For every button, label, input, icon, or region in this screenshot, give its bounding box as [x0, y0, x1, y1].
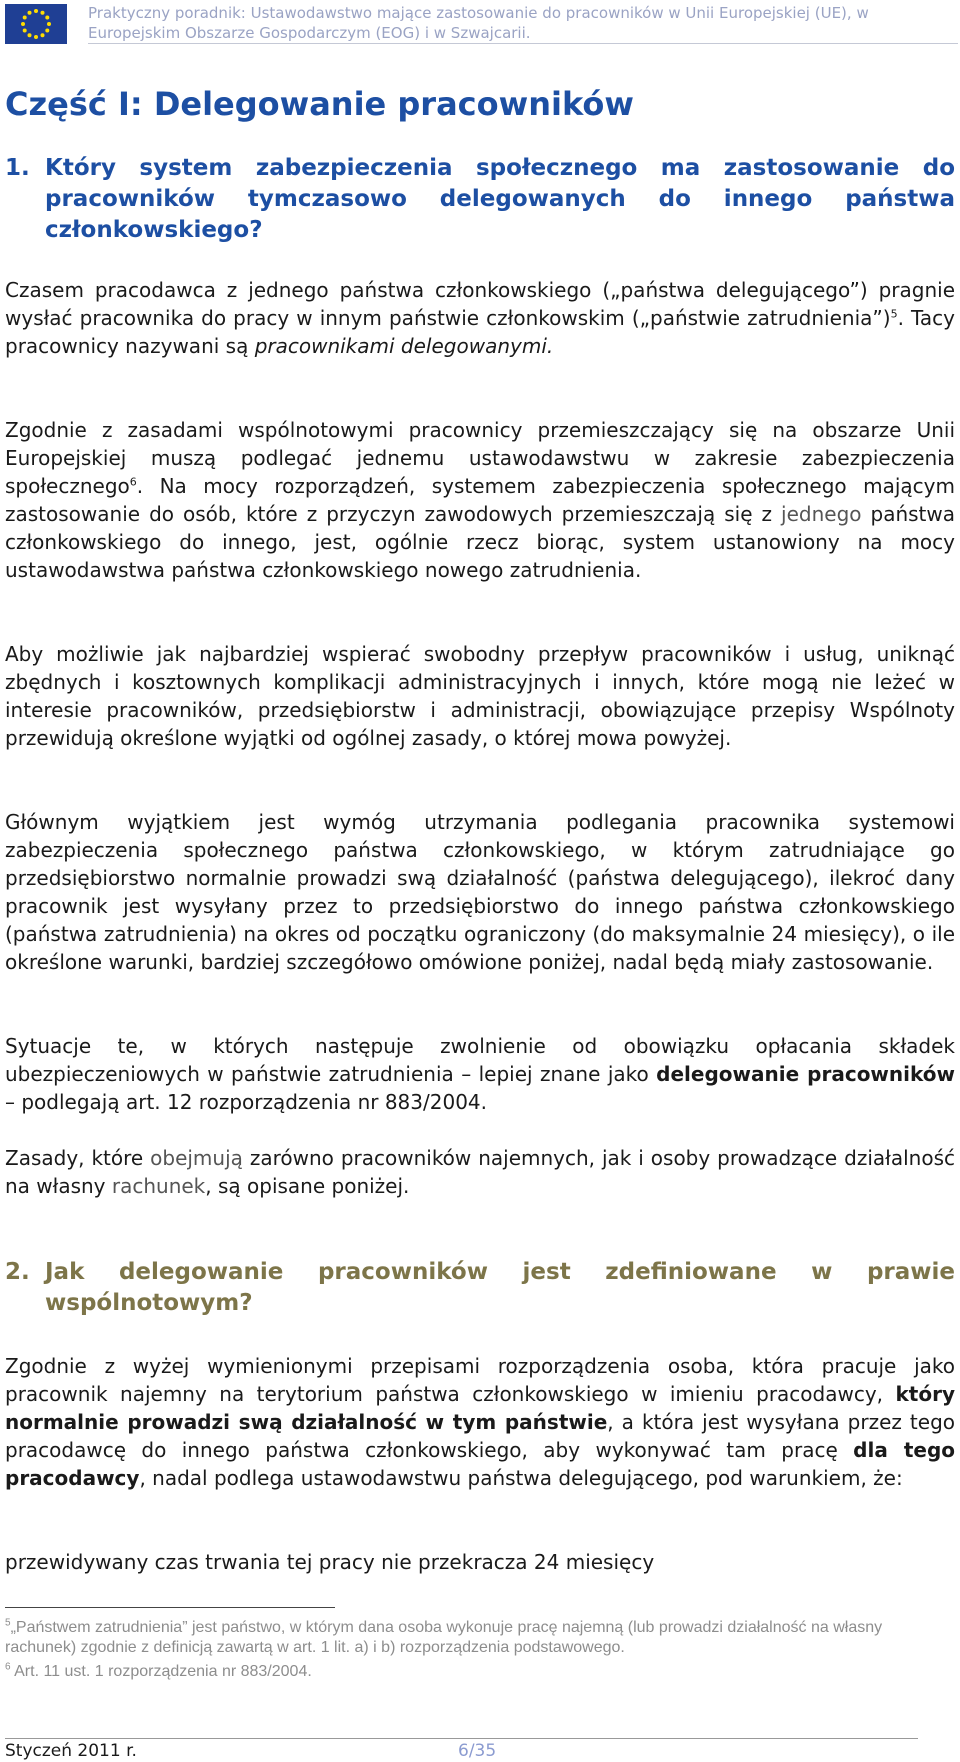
- paragraph-single-legislation: [5, 416, 955, 584]
- muted-word: obejmują: [150, 1146, 243, 1170]
- eu-stars: [5, 4, 67, 44]
- paragraph-exceptions: Aby możliwie jak najbardziej wspierać swobodny przepływ pracowników i usług, uniknąć zbędnych i kosztownych komplikacji administracyjnych i innych, które mogą nie leżeć w interesie pracowników, przedsiębiorstw i administracji, obowiązujące przepisy Wspólnoty przewidują określone wyjątki od ogólnej zasady, o której mowa powyżej.: [5, 642, 955, 750]
- text-run: . Tacy pracownicy nazywani są: [5, 306, 955, 358]
- running-header: Praktyczny poradnik: Ustawodawstwo mające zastosowanie do pracowników w Unii Europejskiej (UE), w Europejskim Obszarze Gospodarczym (EOG) i w Szwajcarii.: [88, 4, 869, 42]
- eu-flag-icon: [5, 4, 67, 44]
- bold-term: który normalnie prowadzi swą działalność w tym państwie: [5, 1382, 955, 1434]
- footnote-text: „Państwem zatrudnienia” jest państwo, w którym dana osoba wykonuje pracę najemną (lub prowadzi działalność na własny rachunek) zgodnie z definicją zawartą w art. 1 lit. a) i b) rozporządzenia podstawowego.: [5, 1619, 883, 1656]
- text-run: Sytuacje te, w których następuje zwolnienie od obowiązku opłacania składek ubezpieczeniowych w państwie zatrudnienia – lepiej znane jako: [5, 1034, 955, 1086]
- paragraph-article-12: [5, 1032, 955, 1116]
- header-divider: [88, 43, 958, 44]
- text-run: Zgodnie z wyżej wymienionymi przepisami rozporządzenia osoba, która pracuje jako pracownik najemny na terytorium państwa członkowskiego w imieniu pracodawcy,: [5, 1354, 955, 1406]
- italic-term: pracownikami delegowanymi.: [254, 334, 554, 358]
- paragraph-posted-workers-intro: [5, 276, 955, 360]
- text-run: Zasady, które: [5, 1146, 151, 1170]
- paragraph-rules-scope: [5, 1144, 955, 1200]
- question-heading-1: [5, 153, 955, 246]
- bold-term: delegowanie pracowników: [656, 1062, 955, 1086]
- footnote-mark: 5: [5, 1617, 11, 1629]
- text-run: zarówno pracowników najemnych, jak i osoby prowadzące działalność na własny: [5, 1146, 955, 1198]
- paragraph-condition: przewidywany czas trwania tej pracy nie przekracza 24 miesięcy: [5, 1550, 655, 1574]
- text-run: , nadal podlega ustawodawstwu państwa delegującego, pod warunkiem, że:: [139, 1466, 903, 1490]
- footnote-mark: 6: [5, 1661, 11, 1673]
- text-run: Czasem pracodawca z jednego państwa członkowskiego („państwa delegującego”) pragnie wysłać pracownika do pracy w innym państwie członkowskim („państwie zatrudnienia”): [5, 278, 955, 330]
- muted-word: rachunek: [111, 1174, 206, 1198]
- footnote-6: [5, 1662, 955, 1682]
- heading-number: 1.: [5, 155, 30, 181]
- text-run: państwa członkowskiego do innego, jest, ogólnie rzecz biorąc, system ustanowiony na mocy ustawodawstwa państwa członkowskiego nowego zatrudnienia.: [5, 502, 956, 582]
- page-number: 6/35: [458, 1741, 497, 1761]
- question-heading-2: [5, 1257, 955, 1319]
- footnote-5: [5, 1618, 955, 1658]
- heading-number: 2.: [5, 1259, 30, 1285]
- text-run: – podlegają art. 12 rozporządzenia nr 883/2004.: [5, 1090, 488, 1114]
- text-run: Zgodnie z zasadami wspólnotowymi pracownicy przemieszczający się na obszarze Unii Europejskiej muszą podlegać jednemu ustawodawstwu w zakresie zabezpieczenia społecznego: [5, 418, 955, 498]
- heading-text: Jak delegowanie pracowników jest zdefiniowane w prawie wspólnotowym?: [45, 1259, 955, 1316]
- footer-date: Styczeń 2011 r.: [5, 1741, 137, 1761]
- bold-term: dla tego pracodawcy: [5, 1438, 956, 1490]
- part-title: Część I: Delegowanie pracowników: [5, 85, 634, 123]
- heading-text: Który system zabezpieczenia społecznego ma zastosowanie do pracowników tymczasowo delegowanych do innego państwa członkowskiego?: [45, 155, 955, 243]
- paragraph-main-exception: Głównym wyjątkiem jest wymóg utrzymania podlegania pracownika systemowi zabezpieczenia społecznego państwa członkowskiego, w którym zatrudniające go przedsiębiorstwo normalnie prowadzi swą działalność (państwa delegującego), ilekroć dany pracownik jest wysyłany przez to przedsiębiorstwo do innego państwa członkowskiego (państwa zatrudnienia) na okres od początku ograniczony (do maksymalnie 24 miesięcy), o ile określone warunki, bardziej szczegółowo omówione poniżej, nadal będą miały zastosowanie.: [5, 810, 955, 974]
- paragraph-definition: [5, 1352, 955, 1492]
- muted-word: jednego: [781, 502, 862, 526]
- text-run: . Na mocy rozporządzeń, systemem zabezpieczenia społecznego mającym zastosowanie do osób, które z przyczyn zawodowych przemieszczają się z: [5, 474, 955, 526]
- footnote-ref-6[interactable]: 6: [129, 475, 137, 489]
- footnote-ref-5[interactable]: 5: [890, 307, 898, 321]
- footnote-text: Art. 11 ust. 1 rozporządzenia nr 883/2004.: [14, 1663, 312, 1680]
- footnote-divider: [5, 1607, 335, 1608]
- text-run: , są opisane poniżej.: [205, 1174, 410, 1198]
- footer-divider: [5, 1738, 918, 1739]
- text-run: , a która jest wysyłana przez tego pracodawcę do innego państwa członkowskiego, aby wykonywać tam pracę: [5, 1410, 955, 1462]
